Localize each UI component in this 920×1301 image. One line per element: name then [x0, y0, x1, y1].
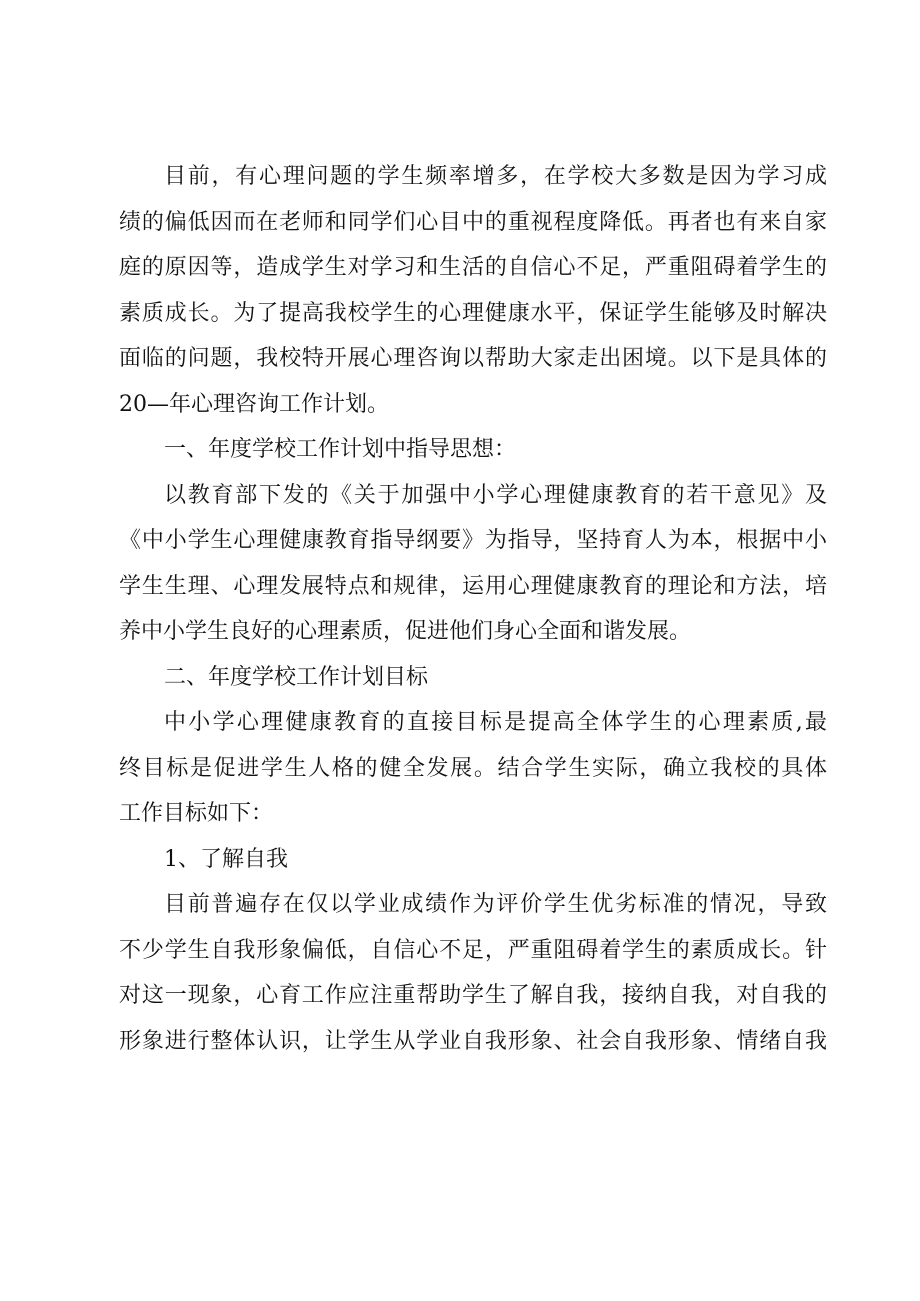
text-line: 以教育部下发的《关于加强中小学心理健康教育的若干意见》及 [164, 482, 827, 508]
text-line: 绩的偏低因而在老师和同学们心目中的重视程度降低。再者也有来自家 [119, 209, 827, 235]
paragraph-self-understanding [119, 882, 827, 1064]
paragraph-goals [119, 700, 827, 837]
heading-line: 二、年度学校工作计划目标 [164, 664, 429, 690]
text-line: 庭的原因等，造成学生对学习和生活的自信心不足，严重阻碍着学生的 [119, 255, 827, 280]
heading-line: 一、年度学校工作计划中指导思想： [164, 437, 517, 462]
text-line: 学生生理、心理发展特点和规律，运用心理健康教育的理论和方法，培 [119, 573, 827, 599]
document-page [119, 154, 827, 1064]
text-line: 目前普遍存在仅以学业成绩作为评价学生优劣标准的情况，导致 [164, 892, 827, 917]
paragraph-guiding-ideology [119, 473, 827, 655]
section-heading-goals [119, 655, 827, 701]
text-line: 面临的问题，我校特开展心理咨询以帮助大家走出困境。以下是具体的 [119, 346, 827, 371]
text-line: 中小学心理健康教育的直接目标是提高全体学生的心理素质,最 [164, 710, 827, 735]
text-line: 终目标是促进学生人格的健全发展。结合学生实际，确立我校的具体 [119, 755, 827, 781]
text-line: 养中小学生良好的心理素质，促进他们身心全面和谐发展。 [119, 619, 692, 644]
text-line: 20—年心理咨询工作计划。 [119, 391, 389, 417]
paragraph-intro [119, 154, 827, 427]
subheading-self-understanding [119, 837, 827, 883]
text-line: 不少学生自我形象偏低，自信心不足，严重阻碍着学生的素质成长。针 [119, 937, 827, 963]
text-line: 形象进行整体认识，让学生从学业自我形象、社会自我形象、情绪自我 [119, 1028, 827, 1054]
text-line: 《中小学生心理健康教育指导纲要》为指导，坚持育人为本，根据中小 [119, 528, 827, 553]
section-heading-guiding-ideology [119, 427, 827, 473]
heading-line: 1、了解自我 [164, 846, 288, 872]
text-line: 对这一现象，心育工作应注重帮助学生了解自我，接纳自我，对自我的 [119, 983, 827, 1008]
text-line: 素质成长。为了提高我校学生的心理健康水平，保证学生能够及时解决 [119, 300, 827, 326]
text-line: 目前，有心理问题的学生频率增多，在学校大多数是因为学习成 [164, 164, 827, 189]
text-line: 工作目标如下： [119, 801, 274, 826]
